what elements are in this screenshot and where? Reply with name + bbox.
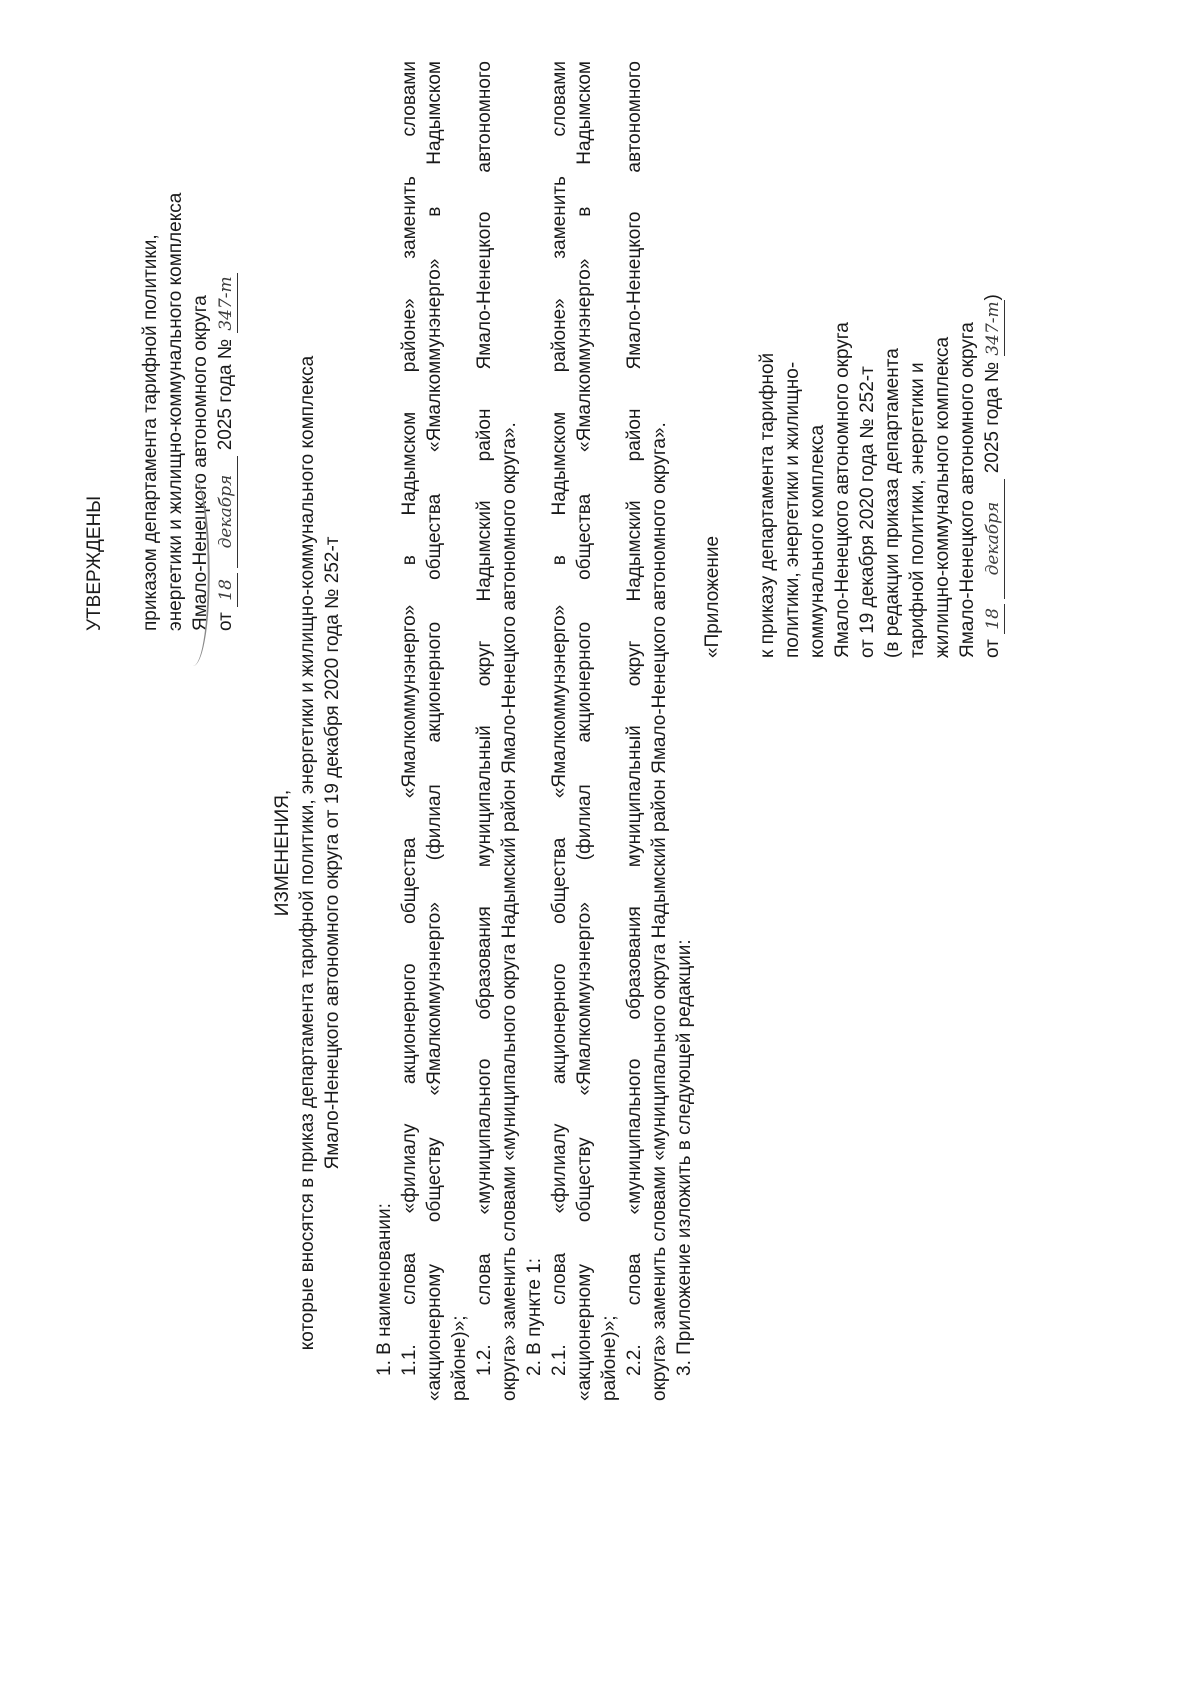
- paragraph-1-2: округа» заменить словами «муниципального округа Надымский район Ямало-Ненецкого автономного округа».: [499, 422, 520, 1401]
- approval-line: энергетики и жилищно-коммунального комплекса: [165, 192, 186, 631]
- appendix-line: политики, энергетики и жилищно-: [782, 361, 803, 658]
- paragraph-1: 1. В наименовании:: [374, 1203, 395, 1376]
- date-prefix: от: [982, 639, 1003, 658]
- paragraph-1-1: 1.1. слова «филиалу акционерного общества «Ямалкоммунэнерго» в Надымском районе» заменить словами: [399, 61, 420, 1376]
- paragraph-2-2: округа» заменить словами «муниципального округа Надымский район Ямало-Ненецкого автономного округа».: [649, 422, 670, 1401]
- document-subtitle: которые вносятся в приказ департамента тарифной политики, энергетики и жилищно-коммунального комплекса: [297, 355, 318, 1351]
- approval-month: декабря: [215, 456, 238, 568]
- paragraph-1-2: 1.2. слова «муниципального образования муниципальный округ Надымский район Ямало-Ненецкого автономного: [474, 61, 495, 1376]
- document-subtitle: Ямало-Ненецкого автономного округа от 19 декабря 2020 года № 252-т: [322, 536, 343, 1170]
- paragraph-3: 3. Приложение изложить в следующей редакции:: [674, 939, 695, 1376]
- approval-day: 18: [215, 573, 238, 607]
- appendix-number: 347-т: [983, 301, 1003, 356]
- appendix-year: 2025 года №: [982, 361, 1003, 474]
- closing-paren: ): [982, 294, 1003, 301]
- appendix-line: (в редакции приказа департамента: [882, 348, 903, 658]
- appendix-day: 18: [982, 604, 1005, 634]
- paragraph-1-1: районе)»;: [449, 1315, 470, 1401]
- date-prefix: от: [215, 612, 236, 631]
- approval-heading: УТВЕРЖДЕНЫ: [84, 495, 105, 631]
- approval-line: Ямало-Ненецкого автономного округа: [190, 295, 211, 631]
- appendix-line: Ямало-Ненецкого автономного округа: [957, 322, 978, 658]
- paragraph-2-2: 2.2. слова «муниципального образования муниципальный округ Надымский район Ямало-Ненецкого автономного: [624, 61, 645, 1376]
- appendix-date-line: [980, 294, 1005, 658]
- appendix-line: коммунального комплекса: [807, 424, 828, 658]
- appendix-heading: «Приложение: [702, 535, 723, 658]
- paragraph-2-1: районе)»;: [599, 1315, 620, 1401]
- paragraph-2: 2. В пункте 1:: [524, 1257, 545, 1376]
- paragraph-2-1: 2.1. слова «филиалу акционерного общества «Ямалкоммунэнерго» в Надымском районе» заменить словами: [549, 61, 570, 1376]
- approval-date-line: [213, 273, 238, 631]
- paragraph-1-1: «акционерному обществу «Ямалкоммунэнерго» (филиал акционерного общества «Ямалкоммунэнерго» в Надымском: [424, 61, 445, 1401]
- appendix-month: декабря: [982, 479, 1005, 599]
- appendix-line: от 19 декабря 2020 года № 252-т: [857, 366, 878, 658]
- approval-line: приказом департамента тарифной политики,: [140, 234, 161, 631]
- appendix-line: к приказу департамента тарифной: [757, 352, 778, 658]
- paragraph-2-1: «акционерному обществу «Ямалкоммунэнерго» (филиал акционерного общества «Ямалкоммунэнерго» в Надымском: [574, 61, 595, 1401]
- approval-year: 2025 года №: [215, 338, 236, 451]
- approval-number: 347-т: [215, 273, 238, 333]
- document-title: ИЗМЕНЕНИЯ,: [272, 789, 293, 917]
- appendix-line: жилищно-коммунального комплекса: [932, 336, 953, 658]
- appendix-line: тарифной политики, энергетики и: [907, 362, 928, 658]
- appendix-line: Ямало-Ненецкого автономного округа: [832, 322, 853, 658]
